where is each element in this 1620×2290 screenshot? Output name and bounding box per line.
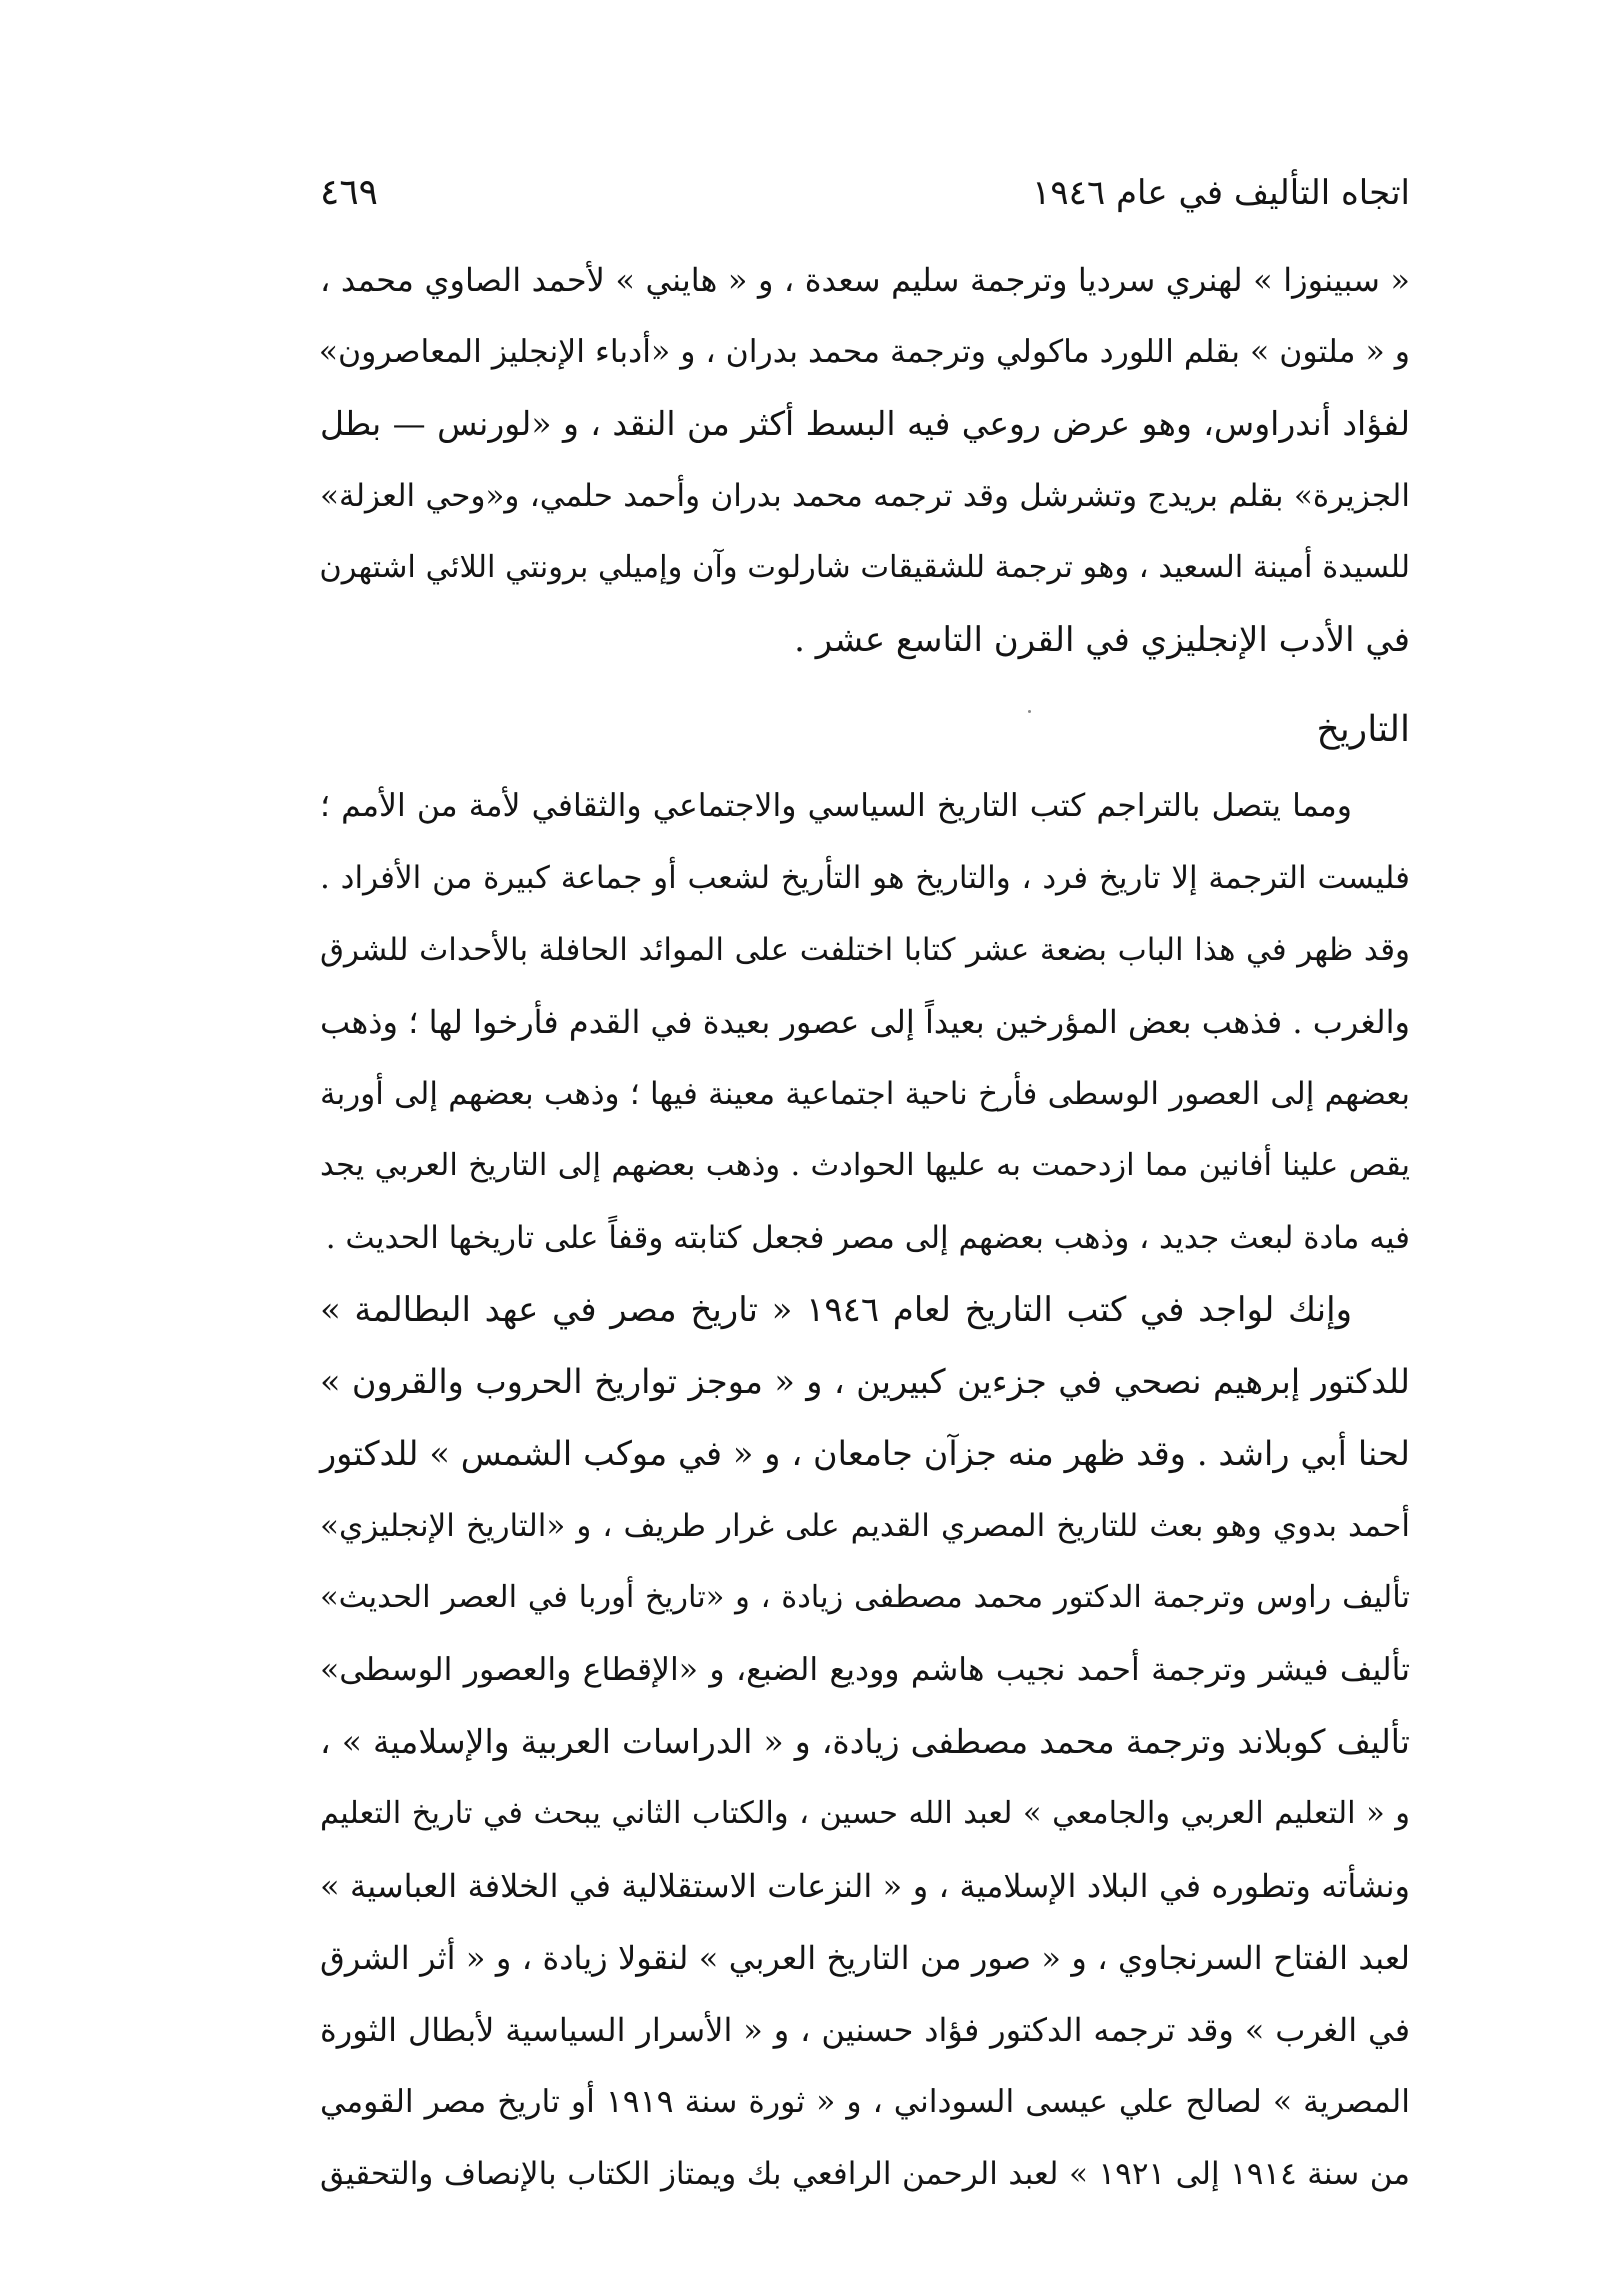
text-line: للدكتور إبرهيم نصحي في جزءين كبيرين ، و « موجز تواريخ الحروب والقرون » bbox=[320, 1362, 1410, 1401]
running-title: اتجاه التأليف في عام ١٩٤٦ bbox=[1032, 173, 1410, 213]
paragraph-history-books bbox=[320, 1274, 1410, 2210]
text-line: تأليف راوس وترجمة الدكتور محمد مصطفى زيادة ، و «تاريخ أوربا في العصر الحديث» bbox=[320, 1580, 1410, 1615]
text-line: وإنك لواجد في كتب التاريخ لعام ١٩٤٦ « تاريخ مصر في عهد البطالمة » bbox=[320, 1290, 1352, 1330]
paragraph-history-intro bbox=[320, 770, 1410, 1274]
paragraph-biographies bbox=[320, 244, 1410, 676]
text-line: بعضهم إلى العصور الوسطى فأرخ ناحية اجتماعية معينة فيها ؛ وذهب بعضهم إلى أوربة bbox=[320, 1076, 1410, 1112]
text-line: وقد ظهر في هذا الباب بضعة عشر كتابا اختلفت على الموائد الحافلة بالأحداث للشرق bbox=[320, 932, 1410, 968]
text-line: يقص علينا أفانين مما ازدحمت به عليها الحوادث . وذهب بعضهم إلى التاريخ العربي يجد bbox=[320, 1148, 1410, 1183]
print-speck bbox=[1028, 710, 1031, 713]
text-line: و « ملتون » بقلم اللورد ماكولي وترجمة محمد بدران ، و «أدباء الإنجليز المعاصرون» bbox=[318, 334, 1410, 370]
text-line: الجزيرة» بقلم بريدج وتشرشل وقد ترجمه محمد بدران وأحمد حلمي، و«وحي العزلة» bbox=[320, 478, 1410, 514]
text-line: لحنا أبي راشد . وقد ظهر منه جزآن جامعان ، و « في موكب الشمس » للدكتور bbox=[320, 1434, 1410, 1473]
text-line: فليست الترجمة إلا تاريخ فرد ، والتاريخ هو التأريخ لشعب أو جماعة كبيرة من الأفراد . bbox=[320, 860, 1410, 896]
text-line: أحمد بدوي وهو بعث للتاريخ المصري القديم على غرار طريف ، و «التاريخ الإنجليزي» bbox=[320, 1508, 1410, 1544]
text-line: و « التعليم العربي والجامعي » لعبد الله حسين ، والكتاب الثاني يبحث في تاريخ التعليم bbox=[320, 1796, 1410, 1831]
section-heading: التاريخ bbox=[1316, 709, 1410, 750]
text-line: تأليف كوبلاند وترجمة محمد مصطفى زيادة، و « الدراسات العربية والإسلامية » ، bbox=[320, 1722, 1410, 1761]
text-line: والغرب . فذهب بعض المؤرخين بعيداً إلى عصور بعيدة في القدم فأرخوا لها ؛ وذهب bbox=[320, 1003, 1410, 1041]
text-line: في الأدب الإنجليزي في القرن التاسع عشر . bbox=[794, 620, 1410, 660]
text-line: « سبينوزا » لهنري سرديا وترجمة سليم سعدة ، و « هايني » لأحمد الصاوي محمد ، bbox=[320, 261, 1410, 299]
text-line: ونشأته وتطوره في البلاد الإسلامية ، و « النزعات الاستقلالية في الخلافة العباسية » bbox=[320, 1867, 1410, 1905]
text-line: فيه مادة لبعث جديد ، وذهب بعضهم إلى مصر فجعل كتابته وقفاً على تاريخها الحديث . bbox=[325, 1220, 1410, 1256]
page-number: ٤٦٩ bbox=[320, 172, 379, 213]
text-line: تأليف فيشر وترجمة أحمد نجيب هاشم ووديع الضبع، و «الإقطاع والعصور الوسطى» bbox=[320, 1652, 1410, 1688]
text-line: ومما يتصل بالتراجم كتب التاريخ السياسي والاجتماعي والثقافي لأمة من الأمم ؛ bbox=[320, 788, 1352, 824]
text-line: للسيدة أمينة السعيد ، وهو ترجمة للشقيقات شارلوت وآن وإميلي برونتي اللائي اشتهرن bbox=[319, 550, 1410, 585]
text-line: من سنة ١٩١٤ إلى ١٩٢١ » لعبد الرحمن الرافعي بك ويمتاز الكتاب بالإنصاف والتحقيق bbox=[320, 2156, 1410, 2192]
history-section-body bbox=[320, 770, 1410, 2210]
text-line: لفؤاد أندراوس، وهو عرض روعي فيه البسط أكثر من النقد ، و «لورنس — بطل bbox=[320, 404, 1410, 443]
running-head bbox=[320, 168, 1410, 218]
text-line: المصرية » لصالح علي عيسى السوداني ، و « ثورة سنة ١٩١٩ أو تاريخ مصر القومي bbox=[320, 2084, 1411, 2120]
text-line: في الغرب » وقد ترجمه الدكتور فؤاد حسنين ، و « الأسرار السياسية لأبطال الثورة bbox=[320, 2011, 1410, 2049]
text-line: لعبد الفتاح السرنجاوي ، و « صور من التاريخ العربي » لنقولا زيادة ، و « أثر الشرق bbox=[320, 1939, 1410, 1977]
